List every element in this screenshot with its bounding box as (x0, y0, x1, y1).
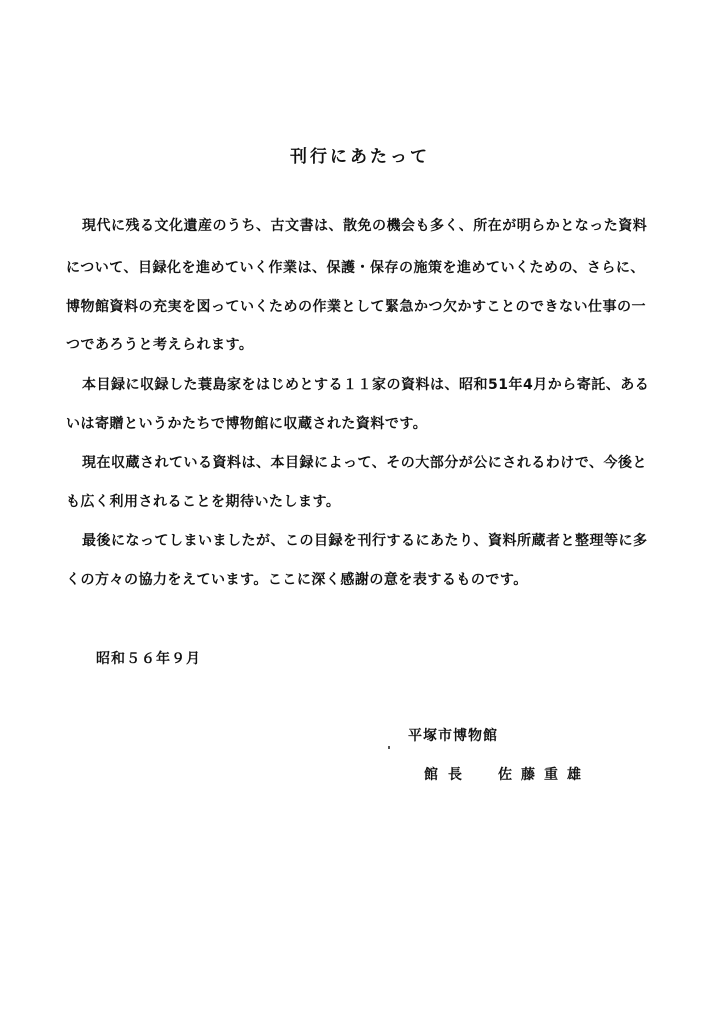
paragraph-1-line-4: つであろうと考えられます。 (66, 337, 254, 353)
publication-date: 昭和５６年９月 (96, 651, 201, 667)
paragraph-3-line-2: も広く利用されることを期待いたします。 (66, 494, 341, 510)
signer-role: 館長 (424, 767, 472, 783)
paragraph-1-line-3: 博物館資料の充実を図っていくための作業として緊急かつ欠かすことのできない仕事の一 (66, 299, 646, 315)
paragraph-2-line-1: 本目録に収録した蓑島家をはじめとする１１家の資料は、昭和51年4月から寄託、ある (82, 377, 650, 393)
document-title: 刊行にあたって (290, 147, 430, 167)
paragraph-1-line-2: について、目録化を進めていく作業は、保護・保存の施策を進めていくための、さらに、 (66, 260, 645, 276)
paragraph-4-line-2: くの方々の協力をえています。ここに深く感謝の意を表するものです。 (66, 572, 528, 588)
paragraph-1-line-1: 現代に残る文化遺産のうち、古文書は、散免の機会も多く、所在が明らかとなった資料 (82, 218, 648, 234)
signature-block (424, 764, 590, 784)
paragraph-3-line-1: 現在収蔵されている資料は、本目録によって、その大部分が公にされるわけで、今後と (82, 455, 647, 471)
paragraph-4-line-1: 最後になってしまいましたが、この目録を刊行するにあたり、資料所蔵者と整理等に多 (82, 533, 648, 549)
organization-name: 平塚市博物館 (408, 728, 498, 744)
scan-speck (388, 746, 390, 749)
paragraph-2-line-2: いは寄贈というかたちで博物館に収蔵された資料です。 (66, 416, 428, 432)
signer-name: 佐藤重雄 (498, 767, 590, 783)
